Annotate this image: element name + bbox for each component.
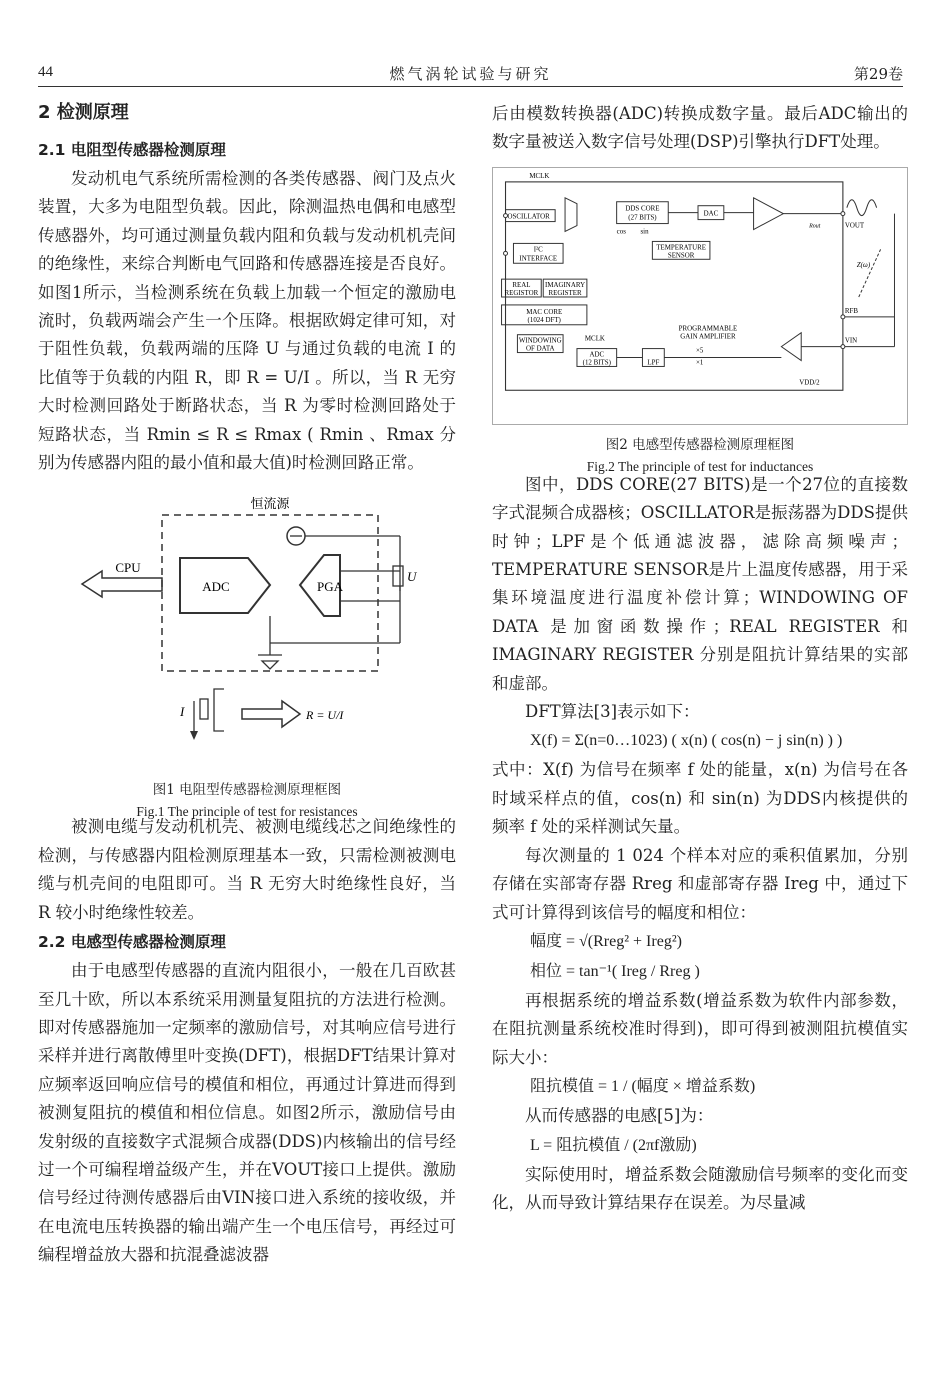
equation-impedance: 阻抗模值 = 1 / (幅度 × 增益系数) bbox=[530, 1078, 756, 1096]
windowing-label: WINDOWING bbox=[518, 336, 562, 345]
lpf-label: LPF bbox=[647, 358, 660, 367]
equation-dft: X(f) = Σ(n=0…1023) ( x(n) ( cos(n) − j sin(n) ) ) bbox=[530, 732, 843, 750]
pga-label: PGA bbox=[316, 579, 344, 595]
r-equation-label: R = U/I bbox=[306, 708, 344, 723]
paragraph: 由于电感型传感器的直流内阻很小，一般在几百欧甚至几十欧，所以本系统采用测量复阻抗的方法进行检测。即对传感器施加一定频率的激励信号，对其响应信号进行采样并进行离散傅里叶变换(DFT)，根据DFT结果计算对应频率返回响应信号的模值和相位，再通过计算进而得到被测复阻抗的模值和相位信息。如图2所示，激励信号由发射级的直接数字式混频合成器(DDS)内核输出的信号经过一个可编程增益级产生，并在VOUT接口上提供。激励信号经过待测传感器后由VIN接口进入系统的接收级，并在电流电压转换器的输出端产生一个电压信号，再经过可编程增益放大器和抗混叠滤波器 bbox=[38, 961, 456, 1265]
paragraph: DFT算法[3]表示如下： bbox=[525, 702, 700, 722]
paragraph: 被测电缆与发动机机壳、被测电缆线芯之间绝缘性的检测，与传感器内阻检测原理基本一致，只需检测被测电缆与机壳间的电阻即可。当 R 无穷大时绝缘性良好，当 R 较小时绝缘性较差。 bbox=[38, 817, 456, 922]
mac-dft-label: (1024 DFT) bbox=[527, 315, 561, 324]
rout-label: Rout bbox=[809, 223, 821, 230]
real-register-label: REAL bbox=[512, 280, 531, 289]
dac-label: DAC bbox=[703, 209, 719, 218]
u-label: U bbox=[407, 569, 417, 585]
left-column bbox=[38, 100, 456, 1270]
paragraph: 每次测量的 1 024 个样本对应的乘积值累加，分别存储在实部寄存器 Rreg 和虚部寄存器 Ireg 中，通过下式可计算得到该信号的幅度和相位： bbox=[492, 845, 908, 922]
paragraph: 从而传感器的电感[5]为： bbox=[525, 1106, 714, 1126]
temperature-label: TEMPERATURE bbox=[656, 243, 707, 252]
paragraph: 发动机电气系统所需检测的各类传感器、阀门及点火装置，大多为电阻型负载。因此，除测温热电偶和电感型传感器外，均可通过测量负载内阻和负载与发动机机壳间的绝缘性，来综合判断电气回路和传感器连接是否良好。如图1所示，当检测系统在负载上加载一个恒定的激励电流时，负载两端会产生一个压降。根据欧姆定律可知，对于阻性负载，负载两端的压降 U 与通过负载的电流 I 的比值等于负载的内阻 R，即 R = U/I 。所以，当 R 无穷大时检测回路处于断路状态，当 R 为零时检测回路处于短路状态，当 Rmin ≤ R ≤ Rmax ( Rmin 、Rmax 分别为传感器内阻的最小值和最大值)时检测回路正常。 bbox=[38, 169, 456, 473]
mac-core-label: MAC CORE bbox=[526, 307, 563, 316]
sin-label: sin bbox=[640, 227, 649, 236]
i2c-interface-label: INTERFACE bbox=[519, 254, 558, 263]
adc-label: ADC bbox=[202, 579, 230, 595]
imaginary-register-label: IMAGINARY bbox=[545, 280, 586, 289]
figure-2-diagram bbox=[492, 167, 908, 425]
figure-2 bbox=[492, 167, 908, 475]
journal-title: 燃气涡轮试验与研究 bbox=[389, 65, 552, 83]
gain-x5-label: ×5 bbox=[696, 346, 704, 355]
cpu-label: CPU bbox=[115, 560, 141, 576]
sensor-label: SENSOR bbox=[667, 251, 695, 260]
volume-label: 第29卷 bbox=[853, 65, 903, 83]
paragraph: 实际使用时，增益系数会随激励信号频率的变化而变化，从而导致计算结果存在误差。为尽量减 bbox=[492, 1164, 908, 1212]
gain-x1-label: ×1 bbox=[696, 358, 704, 367]
cos-label: cos bbox=[616, 227, 626, 236]
adc-label: ADC bbox=[589, 350, 605, 359]
figure-2-caption-en: Fig.2 The principle of test for inductances bbox=[586, 459, 814, 475]
dds-label: DDS CORE bbox=[625, 204, 660, 213]
equation-amplitude: 幅度 = √(Rreg² + Ireg²) bbox=[530, 932, 682, 950]
subsection-heading: 2.1 电阻型传感器检测原理 bbox=[38, 141, 226, 159]
mclk-label: MCLK bbox=[529, 171, 550, 180]
pga-label: PROGRAMMABLE bbox=[678, 324, 738, 333]
page-number: 44 bbox=[38, 64, 53, 80]
vdd-label: VDD/2 bbox=[799, 378, 820, 387]
paragraph: 再根据系统的增益系数(增益系数为软件内部参数，在阻抗测量系统校准时得到)，即可得到被测阻抗模值实际大小： bbox=[492, 990, 908, 1067]
imaginary-register-label-2: REGISTER bbox=[548, 288, 582, 297]
figure-1 bbox=[38, 491, 456, 819]
i2c-label: I²C bbox=[533, 245, 543, 254]
pga-label-2: GAIN AMPLIFIER bbox=[680, 332, 736, 341]
equation-phase: 相位 = tan⁻¹( Ireg / Rreg ) bbox=[530, 962, 700, 980]
vout-label: VOUT bbox=[844, 221, 865, 230]
figure-2-caption-cn: 图2 电感型传感器检测原理框图 bbox=[605, 437, 795, 454]
rfb-label: RFB bbox=[844, 306, 858, 315]
subsection-heading: 2.2 电感型传感器检测原理 bbox=[38, 933, 226, 952]
figure-1-caption-en: Fig.1 The principle of test for resistances bbox=[136, 803, 358, 819]
figure-1-caption-cn: 图1 电阻型传感器检测原理框图 bbox=[152, 781, 342, 798]
paragraph: 后由模数转换器(ADC)转换成数字量。最后ADC输出的数字量被送入数字信号处理(DSP)引擎执行DFT处理。 bbox=[492, 104, 908, 152]
running-header bbox=[38, 62, 903, 87]
vin-label: VIN bbox=[844, 336, 858, 345]
section-heading: 2 检测原理 bbox=[38, 102, 129, 123]
figure-1-diagram bbox=[38, 491, 456, 769]
z-omega-label: Z(ω) bbox=[856, 261, 871, 270]
i-label: I bbox=[180, 704, 185, 720]
current-source-label: 恒流源 bbox=[250, 496, 290, 512]
oscillator-label: OSCILLATOR bbox=[507, 212, 550, 221]
real-register-label-2: REGISTOR bbox=[504, 288, 539, 297]
dds-bits-label: (27 BITS) bbox=[628, 213, 657, 222]
mclk-label-2: MCLK bbox=[584, 334, 605, 343]
paragraph: 图中，DDS CORE(27 BITS)是一个27位的直接数字式混频合成器核；OSCILLATOR是振荡器为DDS提供时钟；LPF是个低通滤波器，滤除高频噪声；TEMPERATURE SENSOR是片上温度传感器，用于采集环境温度进行温度补偿计算；WINDOWING OF DATA 是加窗函数操作；REAL REGISTER 和 IMAGINARY REGISTER 分别是阻抗计算结果的实部和虚部。 bbox=[492, 474, 908, 693]
of-data-label: OF DATA bbox=[525, 344, 555, 353]
paragraph: 式中：X(f) 为信号在频率 f 处的能量，x(n) 为信号在各时域采样点的值，cos(n) 和 sin(n) 为DDS内核提供的频率 f 处的采样测试矢量。 bbox=[492, 760, 908, 837]
right-column bbox=[492, 100, 908, 1217]
adc-bits-label: (12 BITS) bbox=[582, 358, 611, 367]
equation-inductance: L = 阻抗模值 / (2πf激励) bbox=[530, 1136, 697, 1154]
